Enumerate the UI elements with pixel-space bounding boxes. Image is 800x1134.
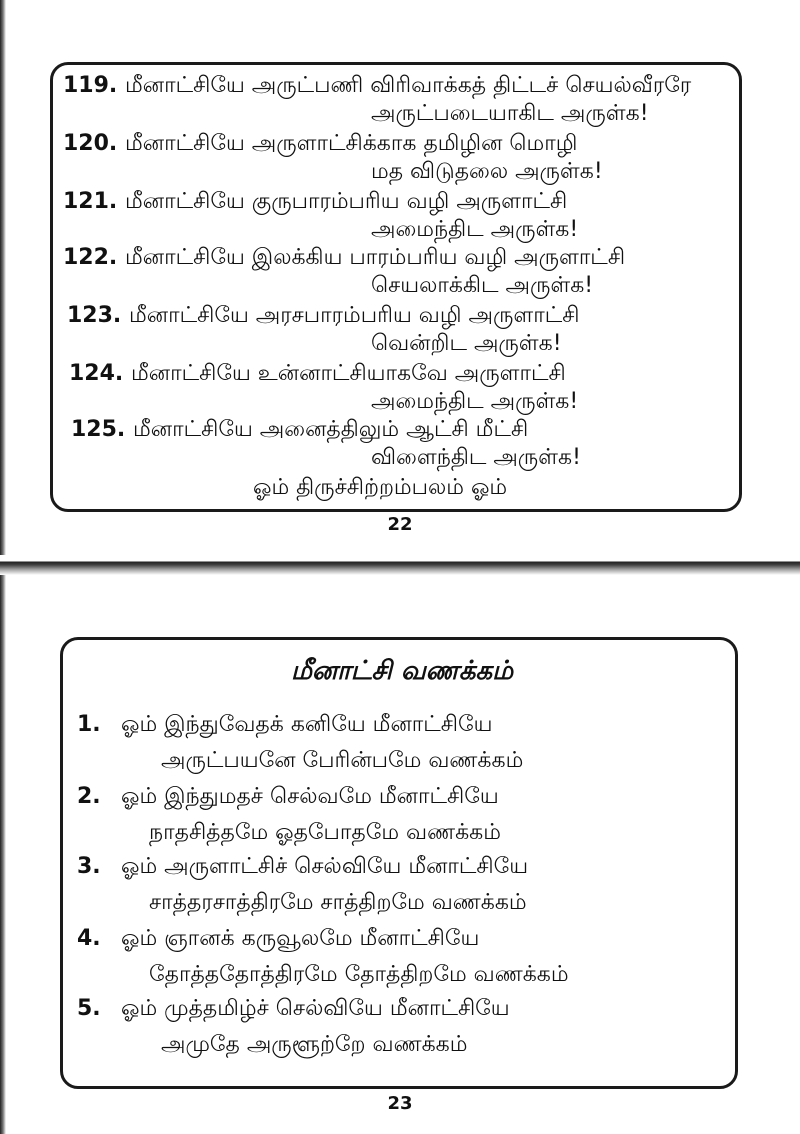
verse-number: 121. — [63, 189, 118, 214]
verse-number: 124. — [69, 361, 124, 386]
verse-line-1: மீனாட்சியே அனைத்திலும் ஆட்சி மீட்சி — [133, 417, 529, 442]
verse-line-1: ஓம் அருளாட்சிச் செல்வியே மீனாட்சியே — [121, 854, 529, 879]
verse-number: 4. — [77, 926, 101, 951]
verse-line-2: நாதசித்தமே ஓதபோதமே வணக்கம் — [149, 820, 501, 845]
verse-line-1: ஓம் இந்துவேதக் கனியே மீனாட்சியே — [121, 712, 493, 737]
verse-line-2: தோத்ததோத்திரமே தோத்திறமே வணக்கம் — [149, 962, 569, 987]
verse-line-1: மீனாட்சியே அருட்பணி விரிவாக்கத் திட்டச் செயல்வீரரே — [125, 73, 692, 98]
verse-line-2: விளைந்திட அருள்க! — [371, 445, 581, 470]
verse-frame — [50, 62, 742, 512]
verse-number: 2. — [77, 784, 101, 809]
verse-line-1: ஓம் முத்தமிழ்ச் செல்வியே மீனாட்சியே — [121, 996, 510, 1021]
verse-line-2: சாத்தரசாத்திரமே சாத்திறமே வணக்கம் — [149, 890, 527, 915]
verse-line-2: அருட்படையாகிட அருள்க! — [371, 101, 649, 126]
verse-line-1: மீனாட்சியே அரசபாரம்பரிய வழி அருளாட்சி — [129, 303, 580, 328]
verse-line-2: அருட்பயனே பேரின்பமே வணக்கம் — [161, 748, 524, 773]
verse-line-2: அமைந்திட அருள்க! — [371, 389, 579, 414]
verse-number: 1. — [77, 712, 101, 737]
verse-line-1: மீனாட்சியே அருளாட்சிக்காக தமிழின மொழி — [125, 131, 578, 156]
verse-line-2: செயலாக்கிட அருள்க! — [371, 273, 594, 298]
closing-invocation: ஓம் திருச்சிற்றம்பலம் ஓம் — [253, 475, 508, 500]
verse-line-2: மத விடுதலை அருள்க! — [371, 159, 603, 184]
verse-line-1: ஓம் இந்துமதச் செல்வமே மீனாட்சியே — [121, 784, 499, 809]
verse-line-2: வென்றிட அருள்க! — [371, 331, 562, 356]
verse-number: 3. — [77, 854, 101, 879]
verse-line-1: மீனாட்சியே குருபாரம்பரிய வழி அருளாட்சி — [125, 189, 568, 214]
verse-number: 125. — [71, 417, 126, 442]
verse-number: 5. — [77, 996, 101, 1021]
verse-number: 123. — [67, 303, 122, 328]
verse-frame — [60, 637, 738, 1089]
page-number: 22 — [387, 514, 413, 535]
verse-line-1: மீனாட்சியே இலக்கிய பாரம்பரிய வழி அருளாட்சி — [125, 245, 626, 270]
page-23 — [0, 575, 800, 1134]
verse-line-2: அமுதே அருளூற்றே வணக்கம் — [161, 1032, 468, 1057]
page-divider — [0, 555, 800, 575]
verse-line-2: அமைந்திட அருள்க! — [371, 217, 579, 242]
verse-line-1: ஓம் ஞானக் கருவூலமே மீனாட்சியே — [121, 926, 480, 951]
page-22 — [0, 0, 800, 545]
verse-number: 119. — [63, 73, 118, 98]
section-title: மீனாட்சி வணக்கம் — [290, 656, 514, 686]
verse-number: 122. — [63, 245, 118, 270]
page-number: 23 — [387, 1093, 413, 1114]
verse-number: 120. — [63, 131, 118, 156]
verse-line-1: மீனாட்சியே உன்னாட்சியாகவே அருளாட்சி — [131, 361, 566, 386]
